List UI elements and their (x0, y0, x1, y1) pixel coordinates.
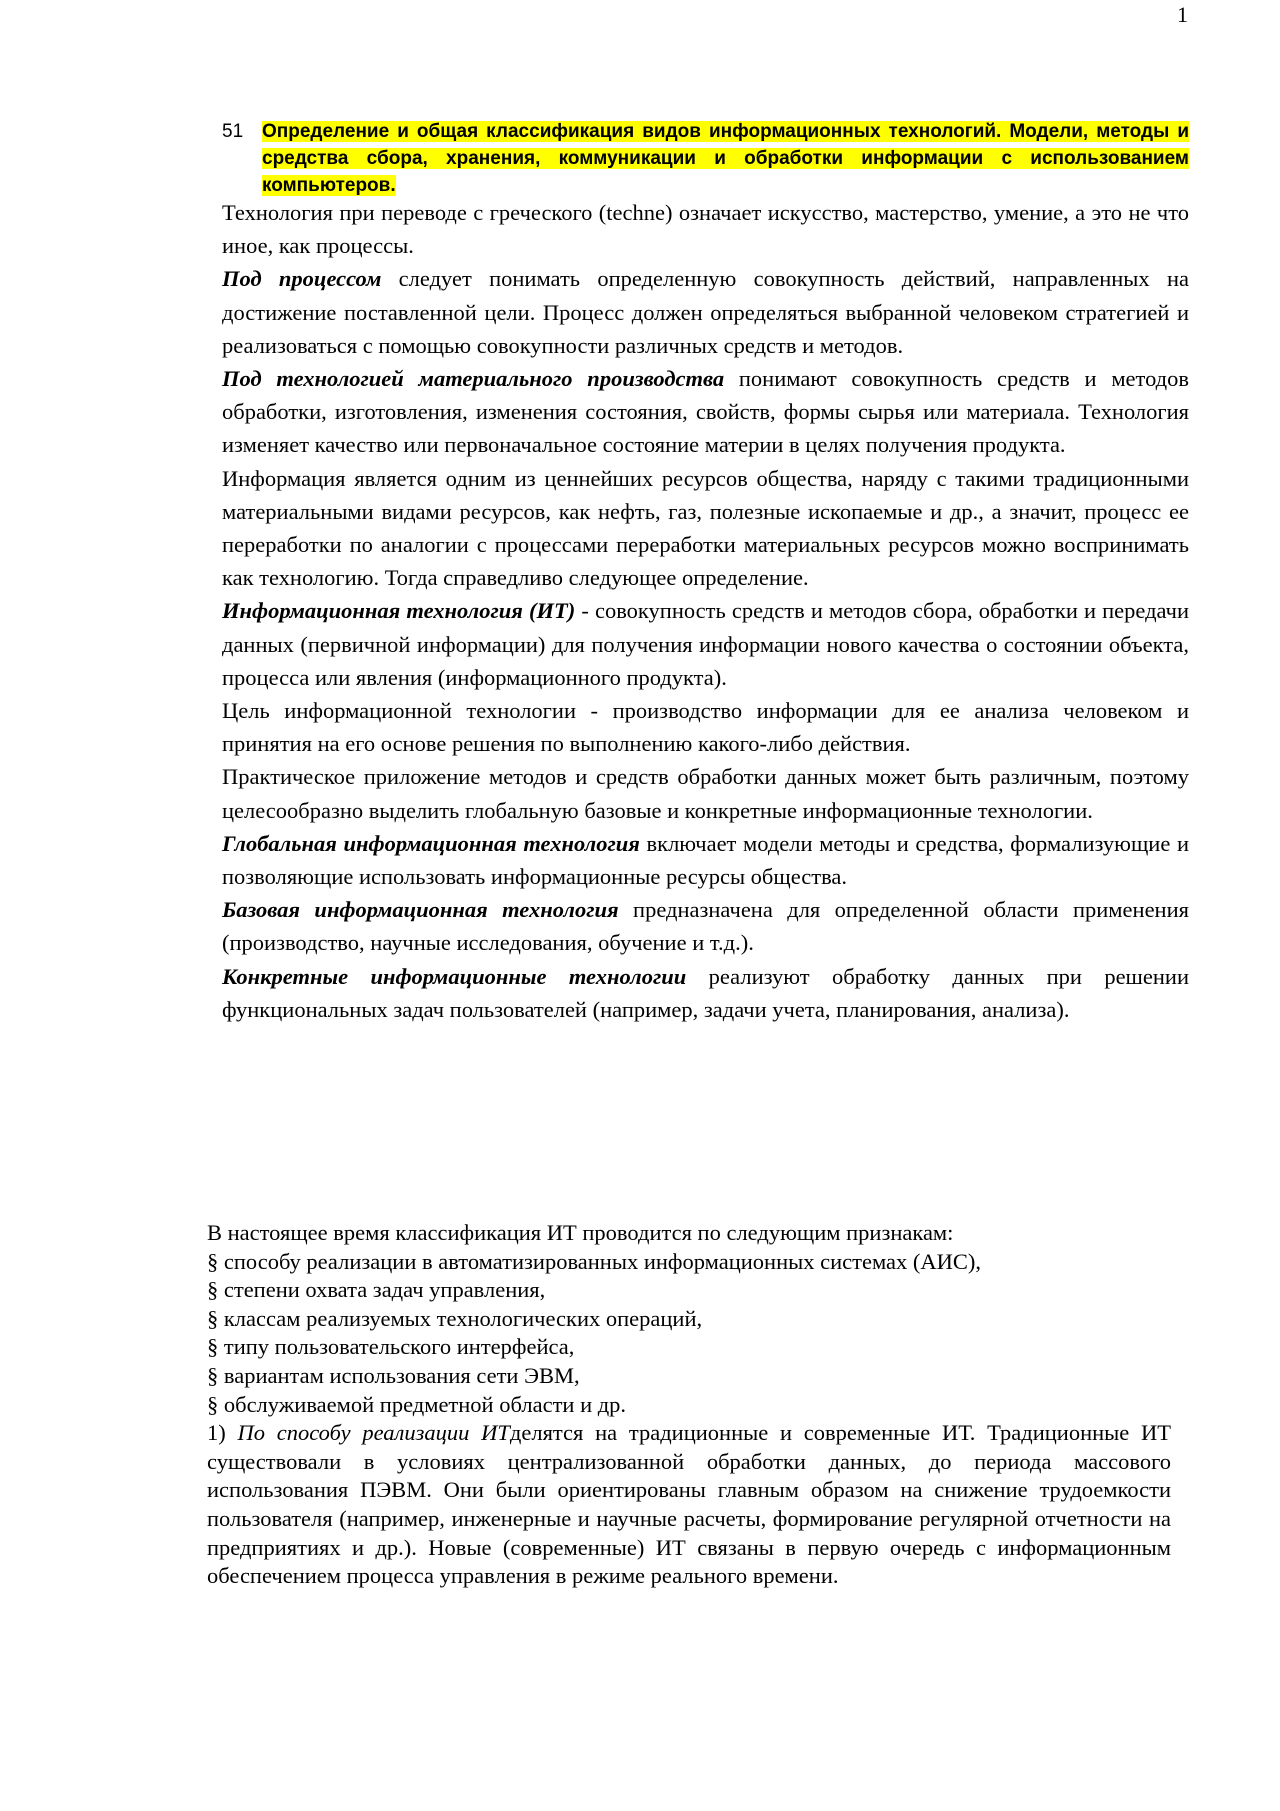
heading-number: 51 (222, 121, 244, 142)
paragraph-process (222, 262, 1189, 362)
paragraph-practical-application (222, 760, 1189, 826)
list-item-text: обслуживаемой предметной области и др. (223, 1391, 627, 1417)
paragraph-text: включает модели методы и средства, формализующие и позволяющие использовать информационные ресурсы общества. (222, 830, 1189, 890)
heading-text-block (262, 118, 1189, 199)
paragraph-text: Практическое приложение методов и средств обработки данных может быть различным, поэтому целесообразно выделить глобальную базовые и конкретные информационные технологии. (222, 764, 1189, 823)
term: Глобальная информационная технология (222, 830, 640, 856)
paragraph-text: Технология при переводе с греческого (techne) означает искусство, мастерство, умение, а это не что иное, как процессы. (222, 200, 1189, 259)
paragraph-it-goal (222, 694, 1189, 760)
term: Базовая информационная технология (222, 897, 619, 923)
paragraph-specific-it (222, 960, 1189, 1026)
list-item-text: степени охвата задач управления, (223, 1277, 546, 1303)
heading-text: Определение и общая классификация видов информационных технологий. Модели, методы и средства сбора, хранения, коммуникации и обработки информации с использованием компьютеров. (262, 121, 1189, 196)
bullet-symbol: § (207, 1334, 219, 1360)
section-heading (222, 118, 1189, 199)
paragraph-material-production (222, 362, 1189, 462)
list-item (207, 1391, 1171, 1420)
list-number: 1) (207, 1420, 226, 1446)
page-number: 1 (1177, 2, 1188, 27)
classification-list (207, 1248, 1171, 1420)
classification-section (207, 1219, 1171, 1591)
term: Информационная технология (ИТ) (222, 598, 576, 624)
bullet-symbol: § (207, 1362, 219, 1388)
italic-term: По способу реализации ИТ (237, 1420, 510, 1446)
paragraph-technology (222, 196, 1189, 262)
list-item (207, 1362, 1171, 1391)
paragraph-basic-it (222, 893, 1189, 959)
paragraph-text: - совокупность средств и методов сбора, обработки и передачи данных (первичной информации) для получения информации нового качества о состоянии объекта, процесса или явления (информационного продукта). (222, 598, 1189, 690)
paragraph-text: предназначена для определенной области применения (производство, научные исследования, обучение и т.д.). (222, 897, 1189, 956)
paragraph-text: реализуют обработку данных при решении функциональных задач пользователей (например, задачи учета, планирования, анализа). (222, 963, 1189, 1022)
paragraph-global-it (222, 827, 1189, 893)
paragraph-text: делятся на традиционные и современные ИТ. Традиционные ИТ существовали в условиях централизованной обработки данных, до периода массового использования ПЭВМ. Они были ориентированы главным образом на снижение трудоемкости пользователя (например, инженерные и научные расчеты, формирование регулярной отчетности на предприятиях и др.). Новые (современные) ИТ связаны в первую очередь с информационным обеспечением процесса управления в режиме реального времени. (207, 1420, 1171, 1589)
list-item-text: вариантам использования сети ЭВМ, (223, 1362, 580, 1388)
list-item-text: способу реализации в автоматизированных информационных системах (АИС), (223, 1248, 982, 1274)
list-item (207, 1305, 1171, 1334)
term: Под процессом (222, 266, 382, 292)
bullet-symbol: § (207, 1305, 219, 1331)
list-item-text: типу пользовательского интерфейса, (223, 1334, 575, 1360)
list-item (207, 1333, 1171, 1362)
bullet-symbol: § (207, 1277, 219, 1303)
list-item (207, 1276, 1171, 1305)
bullet-symbol: § (207, 1248, 219, 1274)
bullet-symbol: § (207, 1391, 219, 1417)
list-item-text: классам реализуемых технологических операций, (223, 1305, 703, 1331)
list-item (207, 1248, 1171, 1277)
paragraph-it-definition (222, 594, 1189, 694)
body-text (222, 196, 1189, 1026)
paragraph-text: Информация является одним из ценнейших ресурсов общества, наряду с такими традиционными материальными видами ресурсов, как нефть, газ, полезные ископаемые и др., а значит, процесс ее переработки по аналогии с процессами переработки материальных ресурсов можно воспринимать как технологию. Тогда справедливо следующее определение. (222, 465, 1189, 591)
paragraph-text: понимают совокупность средств и методов обработки, изготовления, изменения состояния, свойств, формы сырья или материала. Технология изменяет качество или первоначальное состояние материи в целях получения продукта. (222, 366, 1189, 458)
paragraph-text: следует понимать определенную совокупность действий, направленных на достижение поставленной цели. Процесс должен определяться выбранной человеком стратегией и реализоваться с помощью совокупности различных средств и методов. (222, 266, 1189, 358)
term: Под технологией материального производства (222, 366, 725, 392)
paragraph-implementation-method (207, 1419, 1171, 1591)
term: Конкретные информационные технологии (222, 963, 687, 989)
paragraph-text: Цель информационной технологии - производство информации для ее анализа человеком и принятия на его основе решения по выполнению какого-либо действия. (222, 698, 1189, 757)
classification-intro: В настоящее время классификация ИТ проводится по следующим признакам: (207, 1220, 954, 1245)
paragraph-information-resource (222, 462, 1189, 595)
